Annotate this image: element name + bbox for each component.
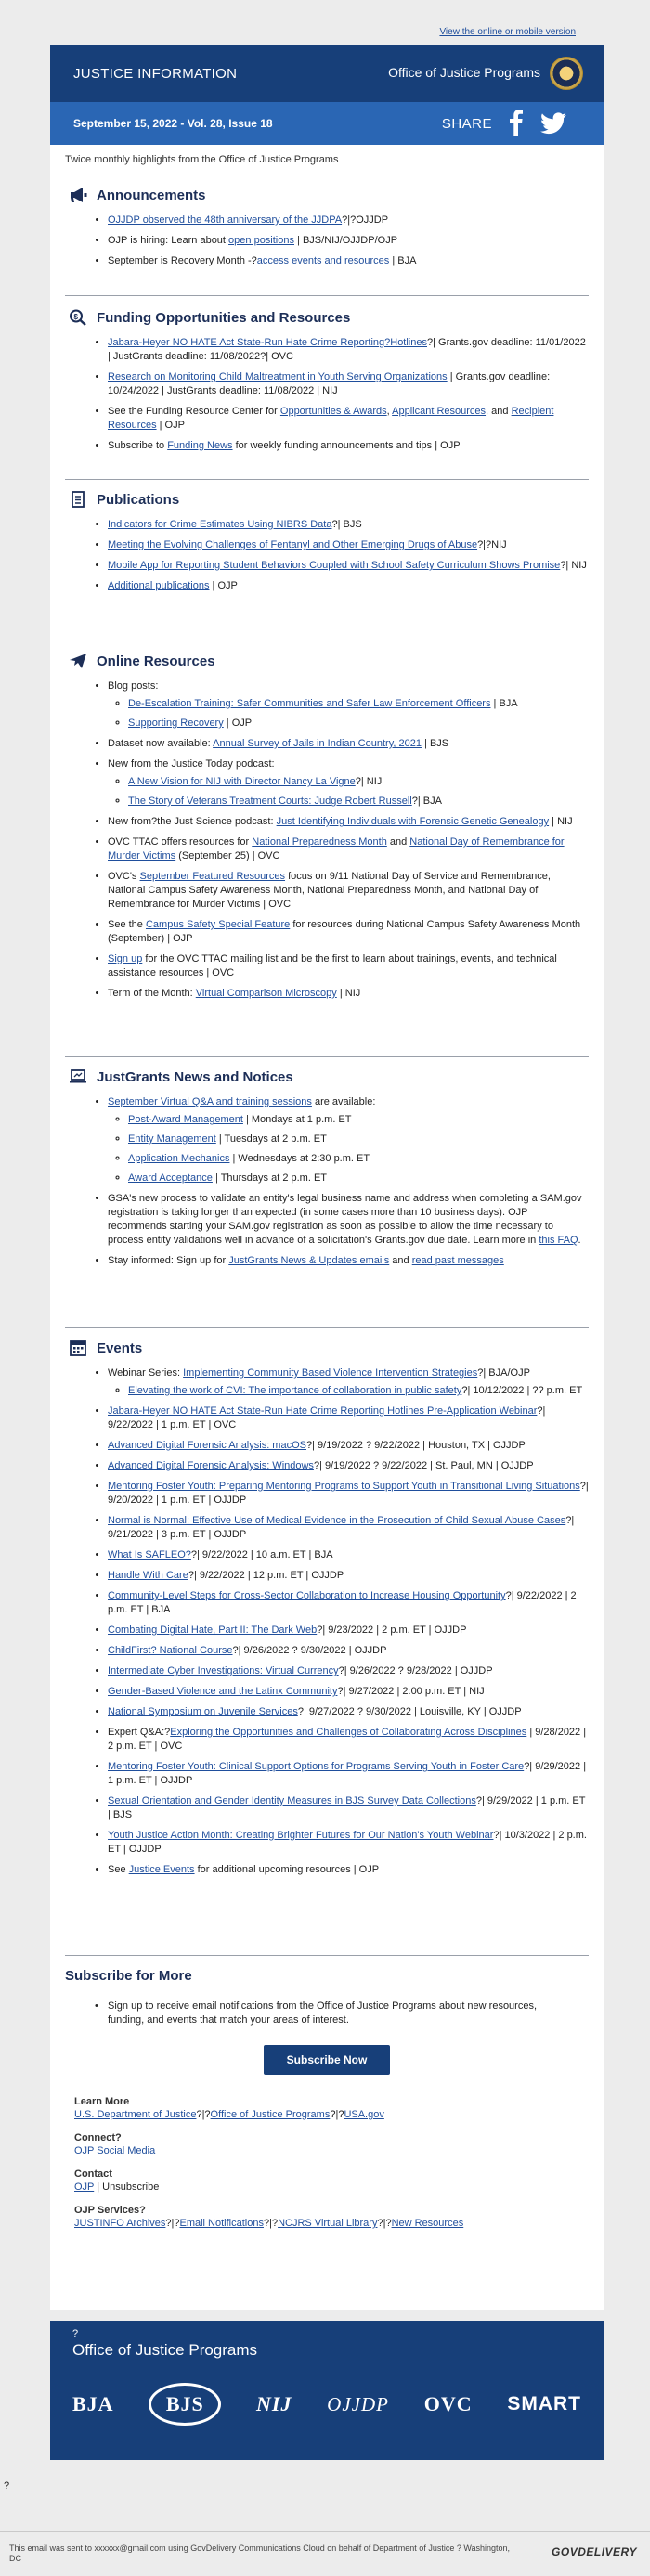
agency-footer: ? Office of Justice Programs BJA BJS NIJ OJJDP OVC SMART: [50, 2321, 604, 2460]
doj-seal-icon: [550, 57, 583, 90]
top-bar: [0, 0, 650, 41]
list-item: • Additional publications | OJP: [108, 579, 589, 593]
divider: [65, 1056, 589, 1057]
podcast-link[interactable]: The Story of Veterans Treatment Courts: Judge Robert Russell: [128, 796, 412, 807]
event-link[interactable]: Sexual Orientation and Gender Identity Measures in BJS Survey Data Collections: [108, 1795, 476, 1806]
event-link[interactable]: Intermediate Cyber Investigations: Virtual Currency: [108, 1665, 339, 1676]
list-item: • September Virtual Q&A and training sessions are available: ◦ Post-Award Management | Mondays at 1 p.m. ET ◦ Entity Management | Tuesdays at 2 p.m. ET ◦ Application Mechanics | Wednesdays at 2:30 p.m. ET ◦ Award Acceptance | Thursdays at 2 p.m. ET: [108, 1095, 589, 1185]
podcast-link[interactable]: A New Vision for NIJ with Director Nancy La Vigne: [128, 776, 356, 787]
featured-resources-link[interactable]: September Featured Resources: [139, 871, 286, 882]
list-item: • September is Recovery Month -?access events and resources | BJA: [108, 254, 589, 268]
event-link[interactable]: Combating Digital Hate, Part II: The Dark Web: [108, 1625, 318, 1636]
ovc-logo[interactable]: OVC: [423, 2392, 473, 2415]
list-item: • Webinar Series: Implementing Community Based Violence Intervention Strategies?| BJA/OJP ◦ Elevating the work of CVI: The importance of collaboration in public safety?| 10/12/2022 | ?? p.m. ET: [108, 1366, 589, 1398]
megaphone-icon: [69, 187, 87, 203]
session-link[interactable]: Entity Management: [128, 1133, 216, 1145]
qa-sessions-link[interactable]: September Virtual Q&A and training sessions: [108, 1096, 312, 1107]
social-media-link[interactable]: OJP Social Media: [74, 2145, 156, 2156]
issue-bar: [50, 102, 604, 145]
funding-section: [65, 306, 589, 460]
announcement-link[interactable]: OJJDP observed the 48th anniversary of the JJDPA: [108, 214, 343, 226]
event-link[interactable]: Youth Justice Action Month: Creating Brighter Futures for Our Nation's Youth Webinar: [108, 1830, 494, 1841]
publications-section: [65, 488, 589, 600]
list-item: • What Is SAFLEO??| 9/22/2022 | 10 a.m. ET | BJA: [108, 1548, 589, 1562]
list-item: • National Symposium on Juvenile Services?| 9/27/2022 ? 9/30/2022 | Louisville, KY | OJJDP: [108, 1705, 589, 1719]
newsletter-card: [50, 45, 604, 2310]
list-item: • Term of the Month: Virtual Comparison Microscopy | NIJ: [108, 987, 589, 1001]
divider: [65, 295, 589, 296]
intro-text: Twice monthly highlights from the Office of Justice Programs: [65, 154, 339, 165]
list-item: • See the Campus Safety Special Feature for resources during National Campus Safety Awareness Month (September) | OJP: [108, 918, 589, 946]
funding-title: Funding Opportunities and Resources: [97, 309, 351, 326]
list-item: • OVC's September Featured Resources focus on 9/11 National Day of Service and Remembrance, National Campus Safety Awareness Month, National Preparedness Month, and National Day of Remembrance for Murder Victims | OVC: [108, 870, 589, 912]
list-item: • Advanced Digital Forensic Analysis: Windows?| 9/19/2022 ? 9/22/2022 | St. Paul, MN | OJJDP: [108, 1459, 589, 1473]
agency-logos: [72, 2378, 581, 2430]
online-resources-section: [65, 650, 589, 1007]
sent-notice: This email was sent to xxxxxx@gmail.com using GovDelivery Communications Cloud on behalf of Department of Justice ? Washington, DC: [9, 2544, 511, 2563]
svg-text:$: $: [73, 313, 78, 321]
list-item: ◦ Post-Award Management | Mondays at 1 p.m. ET: [128, 1113, 589, 1127]
event-link[interactable]: Gender-Based Violence and the Latinx Community: [108, 1686, 338, 1697]
brand-title: JUSTICE INFORMATION: [73, 66, 238, 82]
justinfo-archives-link[interactable]: JUSTINFO Archives: [74, 2218, 166, 2229]
event-link[interactable]: Normal is Normal: Effective Use of Medical Evidence in the Prosecution of Child Sexual Abuse Cases: [108, 1515, 566, 1526]
list-item: • OVC TTAC offers resources for National Preparedness Month and National Day of Remembrance for Murder Victims (September 25) | OVC: [108, 835, 589, 863]
list-item: • Gender-Based Violence and the Latinx Community?| 9/27/2022 | 2:00 p.m. ET | NIJ: [108, 1685, 589, 1699]
magnifier-dollar-icon: [69, 309, 87, 326]
list-item: • Community-Level Steps for Cross-Sector Collaboration to Increase Housing Opportunity?| 9/22/2022 | 2 p.m. ET | BJA: [108, 1589, 589, 1617]
learn-more-block: Learn More U.S. Department of Justice?|?Office of Justice Programs?|?USA.gov: [74, 2096, 384, 2120]
webinar-series-link[interactable]: Implementing Community Based Violence Intervention Strategies: [183, 1367, 478, 1379]
webinar-link[interactable]: Elevating the work of CVI: The importance of collaboration in public safety: [128, 1385, 462, 1396]
new-resources-link[interactable]: New Resources: [391, 2218, 464, 2229]
campus-safety-link[interactable]: Campus Safety Special Feature: [145, 919, 291, 930]
justice-events-link[interactable]: Justice Events: [128, 1864, 195, 1875]
list-item: • Indicators for Crime Estimates Using NIBRS Data?| BJS: [108, 518, 589, 532]
list-item: • Research on Monitoring Child Maltreatment in Youth Serving Organizations | Grants.gov deadline: 10/24/2022 | JustGrants deadline: 11/08/2022 | NIJ: [108, 370, 589, 398]
list-item: • Sign up for the OVC TTAC mailing list and be the first to learn about trainings, events, and technical assistance resources | OVC: [108, 952, 589, 980]
list-item: • Expert Q&A:?Exploring the Opportunities and Challenges of Collaborating Across Disciplines | 9/28/2022 | 2 p.m. ET | OVC: [108, 1726, 589, 1754]
list-item: • Mentoring Foster Youth: Clinical Support Options for Programs Serving Youth in Foster Care?| 9/29/2022 | 1 p.m. ET | OJJDP: [108, 1760, 589, 1788]
bottom-divider: [0, 2531, 650, 2532]
event-link[interactable]: Exploring the Opportunities and Challenges of Collaborating Across Disciplines: [170, 1727, 527, 1738]
funding-link[interactable]: Research on Monitoring Child Maltreatment in Youth Serving Organizations: [108, 371, 448, 382]
list-item: ◦ De-Escalation Training: Safer Communities and Safer Law Enforcement Officers | BJA: [128, 697, 589, 711]
event-link[interactable]: National Symposium on Juvenile Services: [108, 1706, 298, 1717]
online-resources-title: Online Resources: [97, 653, 215, 669]
list-item: • GSA's new process to validate an entity's legal business name and address when completing a SAM.gov registration is taking longer than expected (in some cases more than 10 business days). OJP recommends starting your SAM.gov registration as soon as possible to allow the time necessary to process entity validations well in advance of a solicitation's Grants.gov due date. Learn more in this FAQ.: [108, 1192, 589, 1248]
session-link[interactable]: Award Acceptance: [128, 1172, 213, 1184]
funding-link[interactable]: Jabara-Heyer NO HATE Act State-Run Hate Crime Reporting?Hotlines: [108, 337, 427, 348]
list-item: • Subscribe to Funding News for weekly funding announcements and tips | OJP: [108, 439, 589, 453]
usa-gov-link[interactable]: USA.gov: [344, 2109, 384, 2120]
announcement-link[interactable]: open positions: [228, 235, 294, 246]
announcements-section: [65, 184, 589, 275]
contact-heading: Contact: [74, 2168, 112, 2180]
event-link[interactable]: What Is SAFLEO?: [108, 1549, 191, 1560]
list-item: • Dataset now available: Annual Survey of Jails in Indian Country, 2021 | BJS: [108, 737, 589, 751]
list-item: • Advanced Digital Forensic Analysis: macOS?| 9/19/2022 ? 9/22/2022 | Houston, TX | OJJDP: [108, 1439, 589, 1453]
connect-heading: Connect?: [74, 2132, 122, 2143]
view-online-link[interactable]: View the online or mobile version: [439, 27, 576, 37]
funding-link[interactable]: Funding News: [167, 440, 233, 451]
list-item: • Blog posts: ◦ De-Escalation Training: Safer Communities and Safer Law Enforcement Officers | BJA ◦ Supporting Recovery | OJP: [108, 680, 589, 731]
subscribe-now-button[interactable]: Subscribe Now: [264, 2045, 390, 2075]
event-link[interactable]: Community-Level Steps for Cross-Sector Collaboration to Increase Housing Opportunity: [108, 1590, 506, 1601]
laptop-icon: [69, 1068, 87, 1085]
list-item: • Jabara-Heyer NO HATE Act State-Run Hate Crime Reporting Hotlines Pre-Application Webinar?| 9/22/2022 | 1 p.m. ET | OVC: [108, 1405, 589, 1432]
faq-link[interactable]: this FAQ: [539, 1235, 578, 1246]
contact-ojp-link[interactable]: OJP: [74, 2181, 95, 2193]
bja-logo[interactable]: BJA: [72, 2392, 114, 2415]
publication-link[interactable]: Additional publications: [108, 580, 210, 591]
unsubscribe-link[interactable]: | Unsubscribe: [94, 2181, 160, 2193]
email-notifications-link[interactable]: Email Notifications: [179, 2218, 264, 2229]
list-item: • Mobile App for Reporting Student Behaviors Coupled with School Safety Curriculum Shows Promise?| NIJ: [108, 559, 589, 573]
events-section: [65, 1337, 589, 1883]
list-item: • Stay informed: Sign up for JustGrants News & Updates emails and read past messages: [108, 1254, 589, 1268]
services-heading: OJP Services?: [74, 2205, 146, 2216]
bjs-logo[interactable]: BJS: [149, 2383, 221, 2426]
list-item: • Sexual Orientation and Gender Identity Measures in BJS Survey Data Collections?| 9/29/2022 | 1 p.m. ET | BJS: [108, 1794, 589, 1822]
ojp-link[interactable]: Office of Justice Programs: [210, 2109, 331, 2120]
dataset-link[interactable]: Annual Survey of Jails in Indian Country, 2021: [213, 738, 422, 749]
past-messages-link[interactable]: read past messages: [411, 1255, 504, 1266]
list-item: ◦ Elevating the work of CVI: The importance of collaboration in public safety?| 10/12/2022 | ?? p.m. ET: [128, 1384, 589, 1398]
office-title: Office of Justice Programs: [388, 65, 540, 80]
announcement-link[interactable]: access events and resources: [256, 255, 390, 266]
justgrants-title: JustGrants News and Notices: [97, 1068, 293, 1085]
announcements-title: Announcements: [97, 187, 206, 203]
list-item: • OJJDP observed the 48th anniversary of the JJDPA?|?OJJDP: [108, 214, 589, 227]
issue-date: September 15, 2022 - Vol. 28, Issue 18: [73, 117, 273, 130]
document-icon: [69, 491, 87, 508]
remembrance-link[interactable]: National Day of Remembrance for Murder Victims: [108, 836, 565, 861]
header-banner: [50, 45, 604, 102]
govdelivery-logo[interactable]: GOVDELIVERY: [552, 2545, 637, 2558]
list-item: ◦ A New Vision for NIJ with Director Nancy La Vigne?| NIJ: [128, 775, 589, 789]
nij-logo[interactable]: NIJ: [256, 2392, 292, 2415]
session-link[interactable]: Application Mechanics: [128, 1153, 230, 1164]
publications-title: Publications: [97, 491, 180, 508]
publication-link[interactable]: Indicators for Crime Estimates Using NIBRS Data: [108, 519, 332, 530]
calendar-icon: [69, 1340, 87, 1356]
justgrants-section: [65, 1066, 589, 1275]
list-item: ◦ Application Mechanics | Wednesdays at 2:30 p.m. ET: [128, 1152, 589, 1166]
subscribe-title: Subscribe for More: [65, 1968, 192, 1984]
learn-more-heading: Learn More: [74, 2096, 130, 2107]
event-link[interactable]: Advanced Digital Forensic Analysis: macOS: [108, 1440, 306, 1451]
funding-link[interactable]: Opportunities & Awards: [280, 406, 387, 417]
list-item: • New from the Justice Today podcast: ◦ A New Vision for NIJ with Director Nancy La Vigne?| NIJ ◦ The Story of Veterans Treatment Courts: Judge Robert Russell?| BJA: [108, 757, 589, 809]
list-item: • Mentoring Foster Youth: Preparing Mentoring Programs to Support Youth in Transitional Living Situations?| 9/20/2022 | 1 p.m. ET | OJJDP: [108, 1480, 589, 1508]
list-item: • OJP is hiring: Learn about open positions | BJS/NIJ/OJJDP/OJP: [108, 234, 589, 248]
divider: [65, 1955, 589, 1956]
news-emails-link[interactable]: JustGrants News & Updates emails: [228, 1255, 390, 1266]
list-item: • Meeting the Evolving Challenges of Fentanyl and Other Emerging Drugs of Abuse?|?NIJ: [108, 538, 589, 552]
event-link[interactable]: Jabara-Heyer NO HATE Act State-Run Hate Crime Reporting Hotlines Pre-Application Webinar: [108, 1405, 538, 1417]
services-block: OJP Services? JUSTINFO Archives?|?Email Notifications?|?NCJRS Virtual Library?|?New Resources: [74, 2205, 464, 2229]
preparedness-link[interactable]: National Preparedness Month: [252, 836, 387, 848]
ojjdp-logo[interactable]: OJJDP: [327, 2392, 389, 2415]
list-item: • See Justice Events for additional upcoming resources | OJP: [108, 1863, 589, 1877]
event-link[interactable]: Handle With Care: [108, 1570, 188, 1581]
doj-link[interactable]: U.S. Department of Justice: [74, 2109, 197, 2120]
list-item: • Intermediate Cyber Investigations: Virtual Currency?| 9/26/2022 ? 9/28/2022 | OJJDP: [108, 1664, 589, 1678]
list-item: ◦ Entity Management | Tuesdays at 2 p.m. ET: [128, 1133, 589, 1146]
list-item: • ChildFirst? National Course?| 9/26/2022 ? 9/30/2022 | OJJDP: [108, 1644, 589, 1658]
event-link[interactable]: Advanced Digital Forensic Analysis: Windows: [108, 1460, 314, 1471]
connect-block: [74, 2131, 155, 2157]
paper-plane-icon: [69, 653, 87, 669]
publication-link[interactable]: Mobile App for Reporting Student Behaviors Coupled with School Safety Curriculum Shows Promise: [108, 560, 561, 571]
science-podcast-link[interactable]: Just Identifying Individuals with Forensic Genetic Genealogy: [276, 816, 550, 827]
blog-link[interactable]: Supporting Recovery: [128, 718, 224, 729]
signup-link[interactable]: Sign up: [108, 953, 143, 964]
smart-logo[interactable]: SMART: [507, 2393, 581, 2414]
ncjrs-library-link[interactable]: NCJRS Virtual Library: [278, 2218, 378, 2229]
footer-office-title: Office of Justice Programs: [72, 2341, 258, 2359]
list-item: • Youth Justice Action Month: Creating Brighter Futures for Our Nation's Youth Webinar?| 10/3/2022 | 2 p.m. ET | OJJDP: [108, 1829, 589, 1857]
facebook-icon[interactable]: [507, 110, 524, 136]
funding-link[interactable]: Applicant Resources: [392, 406, 487, 417]
blog-link[interactable]: De-Escalation Training: Safer Communities and Safer Law Enforcement Officers: [128, 698, 491, 709]
list-item: ◦ Award Acceptance | Thursdays at 2 p.m. ET: [128, 1171, 589, 1185]
contact-block: [74, 2168, 159, 2194]
list-item: • Combating Digital Hate, Part II: The Dark Web?| 9/23/2022 | 2 p.m. ET | OJJDP: [108, 1624, 589, 1638]
events-title: Events: [97, 1340, 143, 1356]
funding-link[interactable]: Recipient Resources: [108, 406, 554, 431]
session-link[interactable]: Post-Award Management: [128, 1114, 243, 1125]
publication-link[interactable]: Meeting the Evolving Challenges of Fentanyl and Other Emerging Drugs of Abuse: [108, 539, 478, 550]
list-item: • New from?the Just Science podcast: Just Identifying Individuals with Forensic Genetic Genealogy | NIJ: [108, 815, 589, 829]
divider: [65, 1327, 589, 1328]
twitter-icon[interactable]: [540, 111, 566, 136]
divider: [65, 479, 589, 480]
list-item: • Jabara-Heyer NO HATE Act State-Run Hate Crime Reporting?Hotlines?| Grants.gov deadline: 11/01/2022 | JustGrants deadline: 11/08/2022?| OVC: [108, 336, 589, 364]
event-link[interactable]: ChildFirst? National Course: [108, 1645, 233, 1656]
list-item: ◦ Supporting Recovery | OJP: [128, 717, 589, 731]
event-link[interactable]: Mentoring Foster Youth: Clinical Support Options for Programs Serving Youth in Foster Care: [108, 1761, 525, 1772]
term-link[interactable]: Virtual Comparison Microscopy: [195, 988, 337, 999]
list-item: • Handle With Care?| 9/22/2022 | 12 p.m. ET | OJJDP: [108, 1569, 589, 1583]
list-item: • Normal is Normal: Effective Use of Medical Evidence in the Prosecution of Child Sexual Abuse Cases?| 9/21/2022 | 3 p.m. ET | OJJDP: [108, 1514, 589, 1542]
list-item: ◦ The Story of Veterans Treatment Courts: Judge Robert Russell?| BJA: [128, 795, 589, 809]
list-item: • See the Funding Resource Center for Opportunities & Awards, Applicant Resources, and Recipient Resources | OJP: [108, 405, 589, 433]
subscribe-text: • Sign up to receive email notifications from the Office of Justice Programs about new resources, funding, and events that match your areas of interest.: [108, 2000, 572, 2027]
share-label: SHARE: [441, 116, 492, 132]
event-link[interactable]: Mentoring Foster Youth: Preparing Mentoring Programs to Support Youth in Transitional Living Situations: [108, 1481, 580, 1492]
